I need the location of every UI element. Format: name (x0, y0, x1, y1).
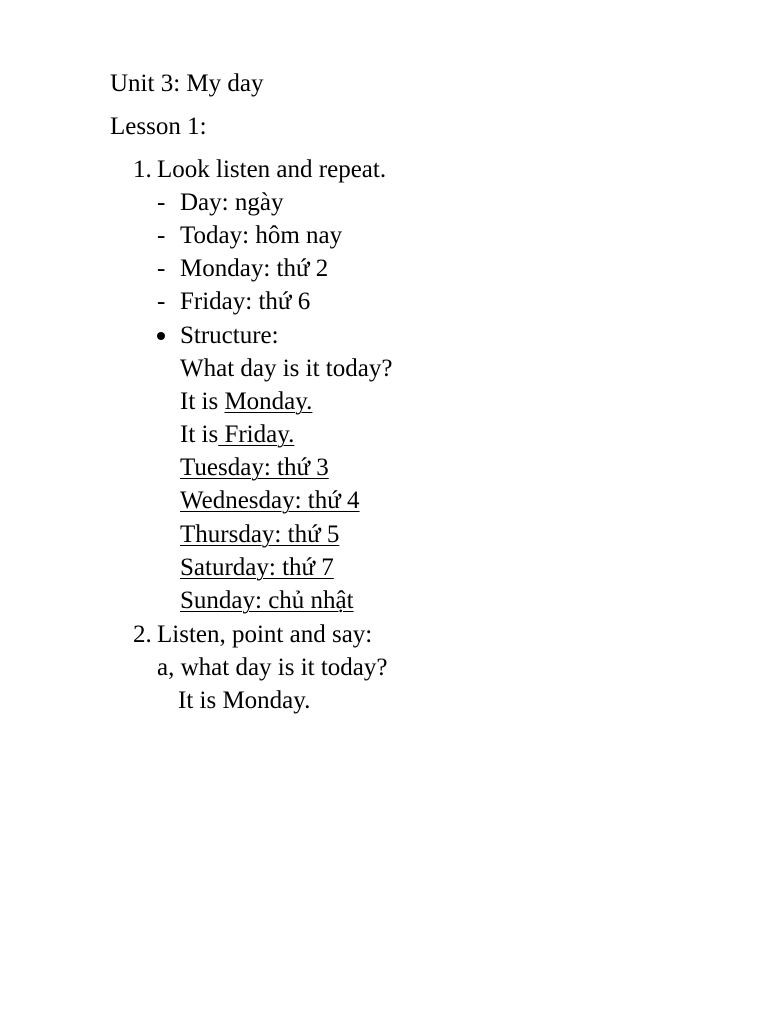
answer-2-day: Friday. (218, 421, 295, 448)
section-1-number: 1. (133, 156, 152, 183)
vocab-item-today: Today: hôm nay (180, 222, 343, 249)
answer-2-prefix: It is (180, 421, 219, 448)
structure-answer-1 (180, 387, 312, 417)
vocab-marker: - (157, 189, 166, 216)
section-2-question: a, what day is it today? (157, 654, 388, 681)
day-wednesday: Wednesday: thứ 4 (180, 487, 360, 514)
vocab-marker: - (157, 288, 166, 315)
section-1-heading: Look listen and repeat. (157, 156, 387, 183)
section-2-answer: It is Monday. (178, 687, 311, 714)
day-tuesday: Tuesday: thứ 3 (180, 454, 329, 481)
unit-title: Unit 3: My day (110, 70, 264, 97)
vocab-item-monday: Monday: thứ 2 (180, 255, 329, 282)
answer-1-prefix: It is (180, 388, 225, 415)
structure-bullet (157, 321, 171, 351)
vocab-marker: - (157, 255, 166, 282)
day-thursday: Thursday: thứ 5 (180, 521, 340, 548)
structure-question: What day is it today? (180, 355, 393, 382)
day-saturday: Saturday: thứ 7 (180, 554, 334, 581)
structure-answer-2 (180, 420, 294, 450)
vocab-item-day: Day: ngày (180, 189, 284, 216)
bullet-dot-icon (157, 332, 165, 340)
lesson-heading: Lesson 1: (110, 113, 207, 140)
vocab-marker: - (157, 222, 166, 249)
answer-1-day: Monday. (224, 388, 313, 415)
day-sunday: Sunday: chủ nhật (180, 587, 354, 614)
structure-label: Structure: (180, 322, 279, 349)
section-2-heading: Listen, point and say: (157, 621, 373, 648)
section-2-number: 2. (133, 621, 152, 648)
vocab-item-friday: Friday: thứ 6 (180, 288, 311, 315)
